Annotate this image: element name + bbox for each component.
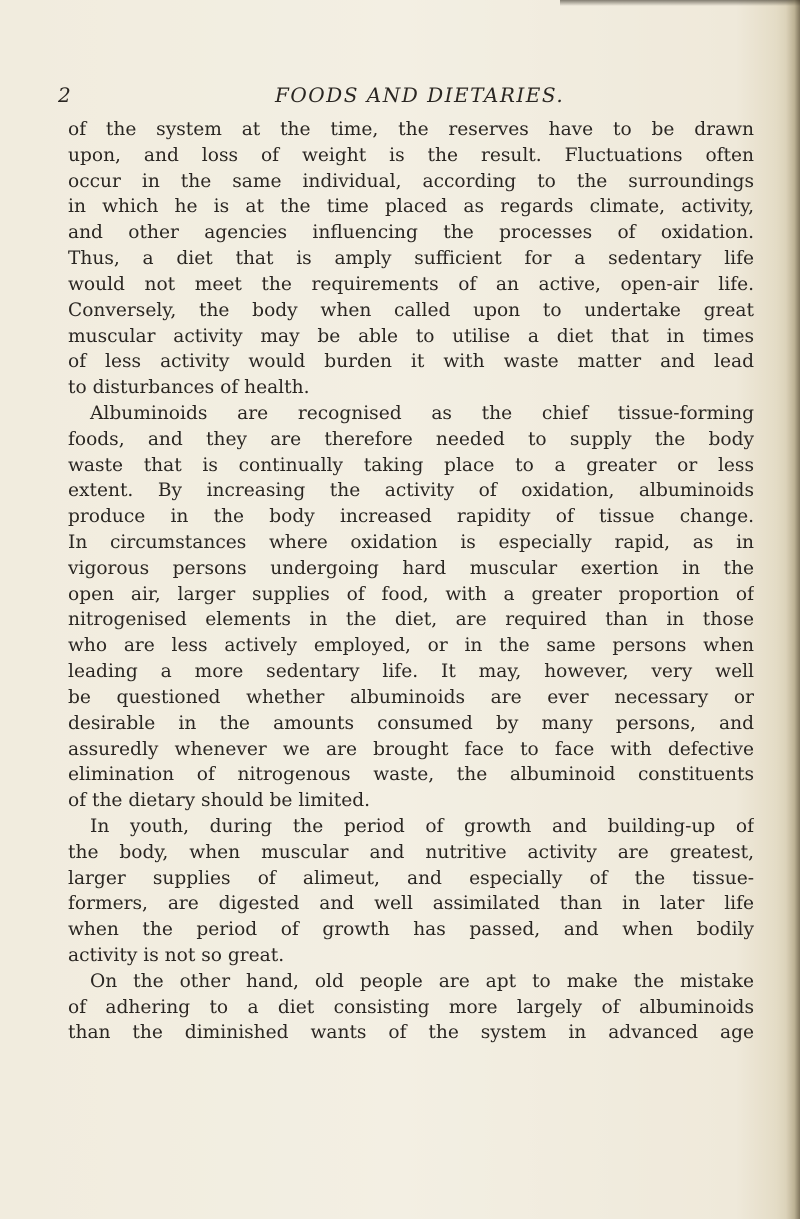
page-binding-edge bbox=[786, 0, 800, 1219]
text-line: Conversely, the body when called upon to undertake great bbox=[68, 299, 754, 321]
text-line: waste that is continually taking place to a greater or less bbox=[68, 454, 754, 476]
page-number: 2 bbox=[58, 83, 71, 107]
text-line: of the system at the time, the reserves have to be drawn bbox=[68, 119, 754, 140]
text-line: when the period of growth has passed, and when bodily bbox=[68, 919, 754, 941]
text-line: than the diminished wants of the system in advanced age bbox=[68, 1022, 754, 1044]
text-line: vigorous persons undergoing hard muscular exertion in the bbox=[68, 557, 754, 579]
text-line: Thus, a diet that is amply sufficient for a sedentary life bbox=[68, 248, 754, 270]
text-line: upon, and loss of weight is the result. Fluctuations often bbox=[68, 144, 754, 166]
text-line: of adhering to a diet consisting more largely of albuminoids bbox=[68, 996, 754, 1018]
text-line: extent. By increasing the activity of oxidation, albuminoids bbox=[68, 480, 754, 502]
page-header bbox=[0, 80, 800, 110]
text-line: who are less actively employed, or in the same persons when bbox=[68, 635, 754, 657]
text-line: muscular activity may be able to utilise a diet that in times bbox=[68, 325, 754, 347]
text-line: and other agencies influencing the processes of oxidation. bbox=[68, 222, 754, 244]
running-title: FOODS AND DIETARIES. bbox=[275, 83, 565, 107]
text-line: activity is not so great. bbox=[68, 945, 285, 966]
text-line: larger supplies of alimeut, and especially of the tissue- bbox=[68, 867, 754, 889]
page-top-shadow bbox=[560, 0, 800, 6]
body-text bbox=[68, 117, 754, 1046]
text-line: of less activity would burden it with waste matter and lead bbox=[68, 351, 754, 373]
text-line: of the dietary should be limited. bbox=[68, 790, 371, 812]
text-line: would not meet the requirements of an active, open-air life. bbox=[68, 273, 754, 295]
text-line: elimination of nitrogenous waste, the albuminoid constituents bbox=[68, 764, 754, 786]
text-line: nitrogenised elements in the diet, are required than in those bbox=[68, 609, 754, 631]
text-line: produce in the body increased rapidity of tissue change. bbox=[68, 506, 754, 528]
text-line: assuredly whenever we are brought face to face with defective bbox=[68, 738, 754, 760]
text-line: foods, and they are therefore needed to supply the body bbox=[68, 428, 754, 450]
text-line: to disturbances of health. bbox=[68, 377, 310, 399]
text-line: desirable in the amounts consumed by many persons, and bbox=[68, 712, 754, 734]
text-line: open air, larger supplies of food, with a greater proportion of bbox=[68, 583, 754, 605]
text-line: in which he is at the time placed as regards climate, activity, bbox=[68, 196, 754, 218]
text-line: the body, when muscular and nutritive activity are greatest, bbox=[68, 841, 754, 863]
text-line: leading a more sedentary life. It may, however, very well bbox=[68, 661, 754, 683]
text-line: In circumstances where oxidation is especially rapid, as in bbox=[68, 532, 754, 553]
text-line: occur in the same individual, according to the surroundings bbox=[68, 170, 754, 192]
text-line: formers, are digested and well assimilated than in later life bbox=[68, 893, 754, 915]
text-line: On the other hand, old people are apt to make the mistake bbox=[90, 970, 754, 992]
text-line: Albuminoids are recognised as the chief tissue-forming bbox=[90, 402, 754, 424]
text-line: In youth, during the period of growth and building-up of bbox=[90, 815, 754, 837]
text-line: be questioned whether albuminoids are ever necessary or bbox=[68, 686, 754, 708]
